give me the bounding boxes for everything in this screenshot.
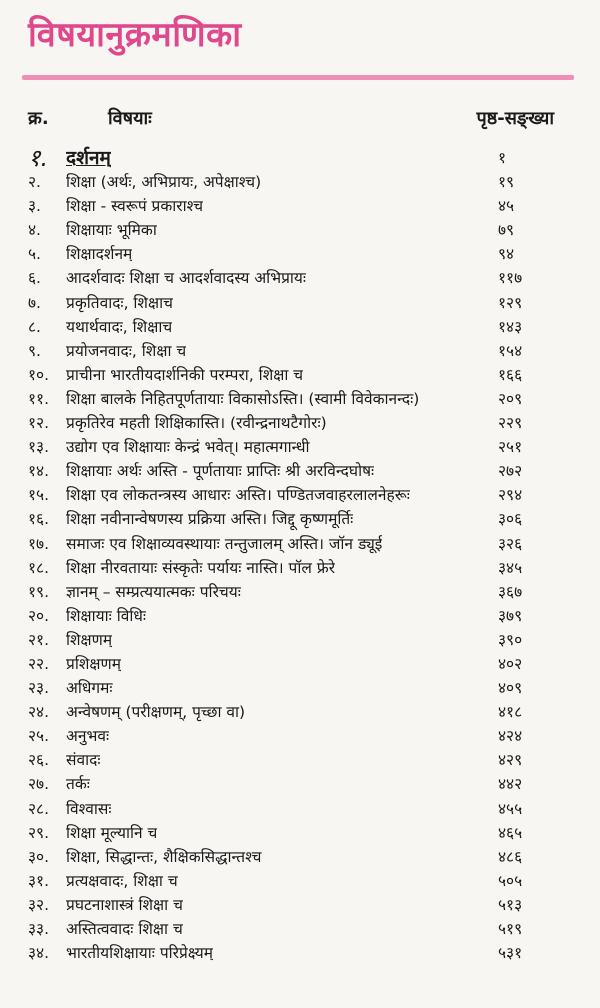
entry-page-number: ४०२: [498, 654, 523, 673]
entry-page-number: १९: [498, 173, 515, 192]
entry-subject: संवादः: [66, 751, 101, 770]
toc-entry: [28, 580, 548, 604]
entry-page-number: ४१८: [498, 703, 523, 722]
entry-number: ३.: [28, 197, 41, 216]
entry-number: २७.: [28, 775, 50, 794]
entry-page-number: १५४: [498, 341, 523, 360]
entry-subject: प्रयोजनवादः, शिक्षा च: [66, 341, 187, 360]
entry-page-number: ५१३: [498, 895, 523, 914]
entry-page-number: ४४२: [498, 775, 523, 794]
toc-entry: [28, 266, 548, 290]
toc-entry: [28, 821, 548, 845]
entry-page-number: ३२६: [498, 534, 523, 553]
entry-subject: दर्शनम्: [66, 147, 111, 169]
toc-list: [28, 146, 548, 965]
entry-subject: भारतीयशिक्षायाः परिप्रेक्ष्यम्: [66, 944, 213, 963]
entry-number: १२.: [28, 414, 50, 433]
toc-entry: [28, 218, 548, 242]
entry-page-number: ३४५: [498, 558, 523, 577]
entry-page-number: ११७: [498, 269, 523, 288]
toc-entry: [28, 483, 548, 507]
entry-page-number: ४८६: [498, 847, 523, 866]
entry-number: २२.: [28, 654, 50, 673]
entry-subject: शिक्षा, सिद्धान्तः, शैक्षिकसिद्धान्तश्च: [66, 847, 262, 866]
entry-subject: शिक्षा (अर्थः, अभिप्रायः, अपेक्षाश्च): [66, 173, 262, 192]
entry-page-number: ४५५: [498, 799, 523, 818]
entry-page-number: ३७९: [498, 606, 523, 625]
entry-page-number: ५१९: [498, 920, 523, 938]
entry-page-number: ९४: [498, 245, 515, 264]
entry-number: १८.: [28, 558, 50, 577]
entry-subject: अस्तित्ववादः शिक्षा च: [66, 920, 183, 938]
entry-number: २९.: [28, 823, 50, 842]
entry-page-number: २५१: [498, 438, 523, 457]
entry-number: १०.: [28, 365, 50, 384]
toc-entry: [28, 459, 548, 483]
entry-page-number: ३०६: [498, 510, 523, 529]
toc-entry: [28, 363, 548, 387]
entry-number: ३३.: [28, 920, 50, 938]
entry-subject: प्रशिक्षणम्: [66, 654, 121, 673]
entry-number: १३.: [28, 438, 50, 457]
toc-entry: [28, 893, 548, 917]
toc-entry: [28, 917, 548, 941]
entry-page-number: १२९: [498, 293, 523, 312]
entry-page-number: ४२९: [498, 751, 523, 770]
column-header-page: पृष्ठ-सङ्ख्या: [476, 108, 554, 129]
entry-number: २१.: [28, 630, 50, 649]
entry-page-number: २७२: [498, 462, 523, 481]
entry-page-number: ३९०: [498, 630, 523, 649]
entry-number: २३.: [28, 679, 50, 698]
entry-subject: तर्कः: [66, 775, 90, 794]
entry-number: ५.: [28, 245, 41, 264]
entry-page-number: १: [498, 149, 507, 167]
entry-subject: प्रकृतिवादः, शिक्षाच: [66, 293, 173, 312]
entry-number: १४.: [28, 462, 50, 481]
entry-subject: अनुभवः: [66, 727, 110, 746]
entry-page-number: २२९: [498, 414, 523, 433]
entry-subject: शिक्षा मूल्यानि च: [66, 823, 158, 842]
entry-page-number: ३६७: [498, 582, 523, 601]
toc-entry: [28, 869, 548, 893]
entry-number: ३१.: [28, 871, 50, 890]
entry-subject: यथार्थवादः, शिक्षाच: [66, 317, 173, 336]
entry-page-number: १६६: [498, 365, 523, 384]
entry-page-number: ४६५: [498, 823, 523, 842]
entry-subject: शिक्षा एव लोकतन्त्रस्य आधारः अस्ति। पण्डितजवाहरलालनेहरूः: [66, 486, 410, 505]
entry-subject: शिक्षादर्शनम्: [66, 245, 133, 264]
entry-number: ८.: [28, 317, 41, 336]
entry-subject: अधिगमः: [66, 679, 113, 698]
entry-number: १५.: [28, 486, 50, 505]
toc-entry: [28, 315, 548, 339]
toc-entry: [28, 676, 548, 700]
toc-entry: [28, 628, 548, 652]
toc-entry: [28, 724, 548, 748]
entry-subject: प्रत्यक्षवादः, शिक्षा च: [66, 871, 178, 890]
entry-page-number: २०९: [498, 389, 523, 408]
entry-page-number: २९४: [498, 486, 523, 505]
entry-subject: शिक्षायाः अर्थः अस्ति - पूर्णतायाः प्राप्तिः श्री अरविन्दघोषः: [66, 462, 375, 481]
entry-number: १६.: [28, 510, 50, 529]
entry-number: १.: [28, 144, 49, 172]
toc-entry: [28, 556, 548, 580]
entry-subject: प्रकृतिरेव महती शिक्षिकास्ति। (रवीन्द्रनाथटैगोरः): [66, 414, 327, 433]
entry-subject: शिक्षायाः विधिः: [66, 606, 147, 625]
entry-subject: विश्वासः: [66, 799, 112, 818]
entry-number: ७.: [28, 293, 41, 312]
toc-entry: [28, 435, 548, 459]
entry-subject: उद्योग एव शिक्षायाः केन्द्रं भवेत्। महात्मगान्धी: [66, 438, 310, 457]
entry-number: १७.: [28, 534, 50, 553]
entry-subject: ज्ञानम् – सम्प्रत्ययात्मकः परिचयः: [66, 582, 241, 601]
entry-subject: शिक्षा नीरवतायाः संस्कृतेः पर्यायः नास्ति। पॉल फ्रेरे: [66, 558, 336, 577]
toc-entry: [28, 507, 548, 531]
entry-subject: प्राचीना भारतीयदार्शनिकी परम्परा, शिक्षा च: [66, 365, 304, 384]
toc-entry: [28, 652, 548, 676]
toc-entry: [28, 845, 548, 869]
entry-number: २८.: [28, 799, 50, 818]
entry-number: ६.: [28, 269, 41, 288]
entry-subject: आदर्शवादः शिक्षा च आदर्शवादस्य अभिप्रायः: [66, 269, 307, 288]
entry-page-number: ७९: [498, 221, 515, 240]
toc-entry: [28, 604, 548, 628]
entry-page-number: १४३: [498, 317, 523, 336]
toc-entry: [28, 532, 548, 556]
toc-entry: [28, 387, 548, 411]
toc-entry: [28, 797, 548, 821]
entry-number: ११.: [28, 389, 50, 408]
entry-subject: शिक्षा नवीनान्वेषणस्य प्रक्रिया अस्ति। जिद्दू कृष्णमूर्तिः: [66, 510, 354, 529]
entry-subject: शिक्षायाः भूमिका: [66, 221, 157, 240]
title-underline: [22, 75, 574, 80]
entry-page-number: ५३१: [498, 944, 523, 963]
entry-subject: शिक्षा - स्वरूपं प्रकाराश्च: [66, 197, 204, 216]
toc-entry: [28, 170, 548, 194]
entry-number: २४.: [28, 703, 50, 722]
toc-entry: [28, 291, 548, 315]
toc-entry: [28, 146, 548, 170]
entry-number: ९.: [28, 341, 41, 360]
entry-number: ३२.: [28, 895, 50, 914]
entry-number: १९.: [28, 582, 50, 601]
entry-number: ४.: [28, 221, 41, 240]
entry-number: २६.: [28, 751, 50, 770]
entry-subject: प्रघटनाशास्त्रं शिक्षा च: [66, 895, 183, 914]
entry-page-number: ४५: [498, 197, 515, 216]
column-header-number: क्र.: [28, 108, 49, 129]
toc-entry: [28, 772, 548, 796]
entry-number: ३४.: [28, 944, 50, 963]
column-header-subject: विषयाः: [108, 108, 152, 129]
entry-page-number: ४२४: [498, 727, 523, 746]
page-title: विषयानुक्रमणिका: [28, 15, 242, 55]
entry-subject: शिक्षा बालके निहितपूर्णतायाः विकासोऽस्ति। (स्वामी विवेकानन्दः): [66, 389, 420, 408]
toc-entry: [28, 194, 548, 218]
toc-entry: [28, 941, 548, 965]
entry-page-number: ४०९: [498, 679, 523, 698]
toc-entry: [28, 339, 548, 363]
toc-entry: [28, 700, 548, 724]
toc-entry: [28, 748, 548, 772]
entry-subject: शिक्षणम्: [66, 630, 113, 649]
entry-subject: अन्वेषणम् (परीक्षणम्, पृच्छा वा): [66, 703, 246, 722]
toc-entry: [28, 242, 548, 266]
entry-number: २५.: [28, 727, 50, 746]
entry-page-number: ५०५: [498, 871, 523, 890]
entry-number: २.: [28, 173, 41, 192]
toc-entry: [28, 411, 548, 435]
entry-number: ३०.: [28, 847, 50, 866]
entry-number: २०.: [28, 606, 50, 625]
entry-subject: समाजः एव शिक्षाव्यवस्थायाः तन्तुजालम् अस्ति। जॉन ड्यूई: [66, 534, 383, 553]
